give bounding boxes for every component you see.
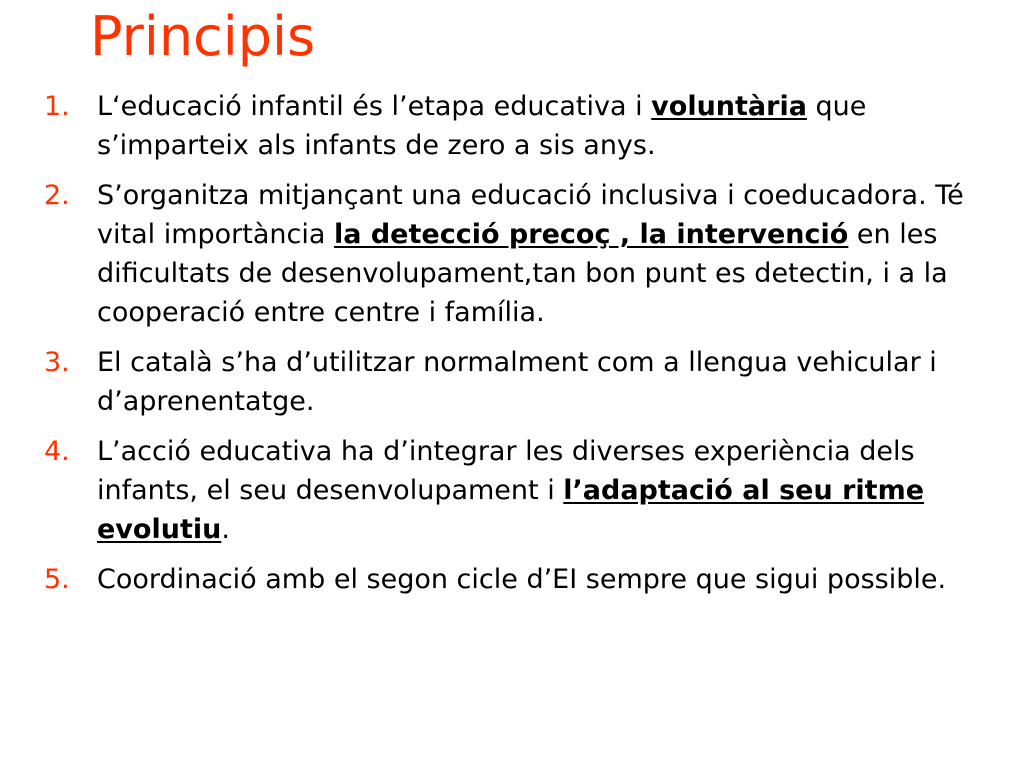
item-number: 3. [44, 347, 70, 378]
text-segment: en les dificultats de desenvolupament,tan bon punt es detectin, i a la cooperació entre centre i família. [97, 219, 948, 328]
emphasized-text: l’adaptació al seu ritme evolutiu [97, 475, 925, 545]
slide-title: Principis [90, 5, 316, 68]
text-segment: Coordinació amb el segon cicle d’EI sempre que sigui possible. [97, 564, 947, 595]
emphasized-text: voluntària [651, 91, 807, 122]
item-text [97, 560, 1004, 599]
text-segment: que s’imparteix als infants de zero a sis anys. [97, 91, 867, 161]
item-text [97, 176, 1004, 332]
text-segment: El català s’ha d’utilitzar normalment com a llengua vehicular i d’aprenentatge. [97, 347, 937, 417]
text-segment: L’acció educativa ha d’integrar les diverses experiència dels infants, el seu desenvolupament i [97, 436, 915, 506]
item-number: 1. [44, 91, 70, 122]
item-text [97, 87, 1004, 165]
principle-item [44, 343, 1004, 421]
text-segment: L‘educació infantil és l’etapa educativa i [97, 91, 652, 122]
item-number: 4. [44, 436, 70, 467]
principle-item [44, 176, 1004, 332]
emphasized-text: la detecció precoç , la intervenció [333, 219, 849, 250]
principle-item [44, 87, 1004, 165]
text-segment: . [221, 514, 230, 545]
principles-list [44, 87, 1004, 610]
item-text [97, 343, 1004, 421]
text-segment: S’organitza mitjançant una educació inclusiva i coeducadora. Té vital importància [97, 180, 964, 250]
item-text [97, 432, 1004, 549]
principle-item [44, 560, 1004, 599]
item-number: 5. [44, 564, 70, 595]
item-number: 2. [44, 180, 70, 211]
principle-item [44, 432, 1004, 549]
